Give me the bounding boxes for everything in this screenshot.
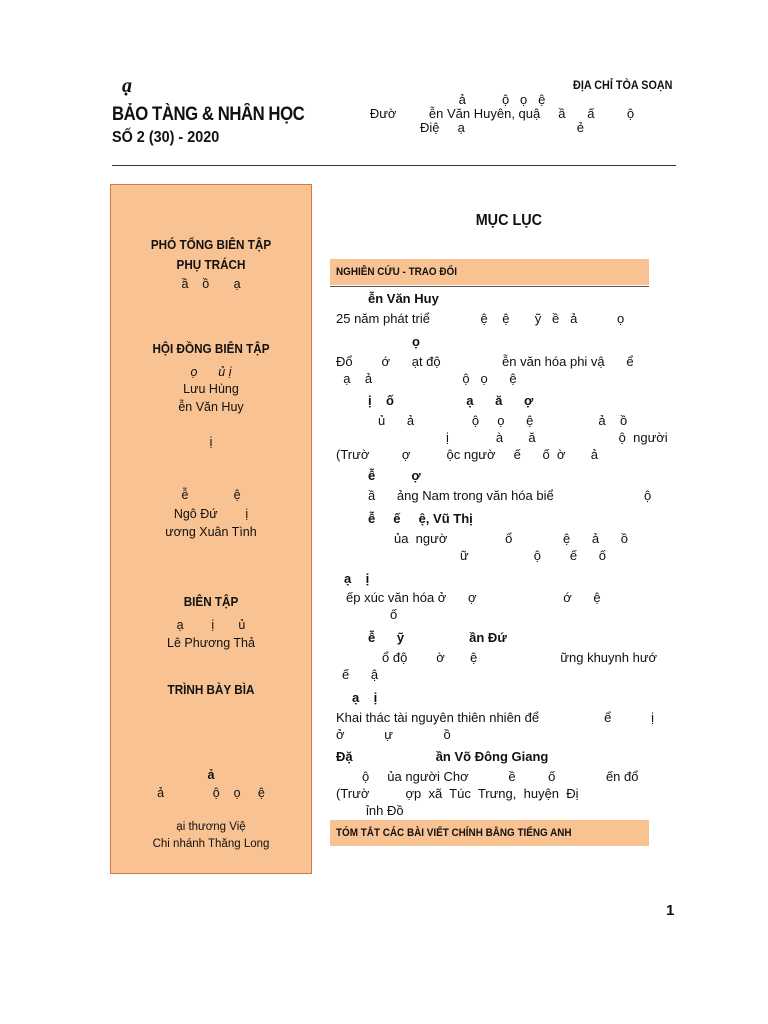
deputy-editor-title: PHÓ TỔNG BIÊN TẬP [150,237,272,252]
print-title: ả [207,768,215,782]
board-title: HỘI ĐỒNG BIÊN TẬP [152,341,270,356]
journal-mark: ạ [122,75,132,97]
toc-author: ọ [412,334,420,349]
board-member: Ngô Đứ ị [173,507,249,521]
toc-author: ễ ế ệ, Vũ Thị [368,511,473,526]
section-title: TÓM TẮT CÁC BÀI VIẾT CHÍNH BẰNG TIẾNG ANH [336,827,572,839]
toc-author: Đặ ần Võ Đông Giang [336,749,549,764]
in-charge-title: PHỤ TRÁCH [176,257,246,272]
editorial-box [110,184,312,874]
toc-author: ễ ợ [368,468,421,483]
header-rule [112,165,676,166]
section-bar-summaries [330,820,649,846]
bank-line: Chi nhánh Thăng Long [152,838,270,850]
toc-article: ữ ộ ế ố [460,548,606,563]
toc-author: ễn Văn Huy [368,291,439,306]
toc-article: ếp xúc văn hóa ở ợ ớ ệ [346,590,601,605]
bank-line: ại thương Việ [176,821,246,833]
toc-title: MỤC LỤC [475,212,543,229]
toc-author: ạ ị [344,571,370,586]
toc-article: (Trườ ợp xã Túc Trưng, huyện Đị [336,786,579,801]
board-member: ương Xuân Tình [165,525,257,539]
toc-article: ủ ả ộ ọ ệ ả ồ [378,413,628,428]
address-line-1: ả ộ ọ ệ [458,92,546,107]
board-member: ễ ệ [181,488,241,502]
address-line-2: Đườ ễn Văn Huyên, quậ ầ ấ ộ [369,106,635,121]
toc-article: Khai thác tài nguyên thiên nhiên để ể ị [336,710,654,725]
toc-article: ộ ủa người Chơ ề ố ến đổ [362,769,639,784]
deputy-editor-name: ầ ồ ạ [181,277,241,291]
toc-article: Đổ ớ ạt độ ễn văn hóa phi vậ ể [336,354,634,369]
toc-article: 25 năm phát triể ệ ệ ỹ ề ả ọ [336,311,625,326]
board-member: Lưu Hùng [183,382,239,396]
toc-author: ễ ỹ ần Đứ [368,630,507,645]
editor-name: ạ ị ủ [176,618,246,632]
toc-article: ị à ă ộ người [446,430,668,445]
toc-author: ạ ị [352,690,378,705]
toc-article: (Trườ ợ ộc ngườ ế ố ờ ả [336,447,598,462]
board-member: ễn Văn Huy [178,400,244,414]
address-line-3: Điệ ạ ẻ [420,120,584,135]
page-number: 1 [666,902,675,919]
toc-article: ế ậ [342,667,379,682]
print-line: ả ộ ọ ệ [157,786,265,800]
toc-article: ố [390,607,398,622]
board-chair: ọ ủ ị [190,365,232,379]
toc-author: ị ố ạ ă ợ [368,393,534,408]
journal-name: BẢO TÀNG & NHÂN HỌC [112,104,305,125]
section-bar-research [330,259,649,285]
board-member: ị [209,435,213,449]
toc-article: ầ ảng Nam trong văn hóa biể ộ [368,488,652,503]
toc-article: ở ự ồ [336,727,451,742]
toc-article: ủa ngườ ổ ệ ả ồ [394,531,628,546]
issue-number: SỐ 2 (30) - 2020 [112,129,220,146]
toc-article: ỉnh Đồ [366,803,404,818]
cover-title: TRÌNH BÀY BÌA [167,682,255,697]
section-rule [330,286,649,287]
toc-article: ổ độ ờ ệ ững khuynh hướ [382,650,658,665]
section-title: NGHIÊN CỨU - TRAO ĐỔI [336,266,457,278]
toc-article: ạ ả ộ ọ ệ [336,371,517,386]
address-label: ĐỊA CHỈ TÒA SOẠN [572,78,672,92]
editor-name: Lê Phương Thả [167,636,255,650]
editor-title: BIÊN TẬP [183,594,239,609]
